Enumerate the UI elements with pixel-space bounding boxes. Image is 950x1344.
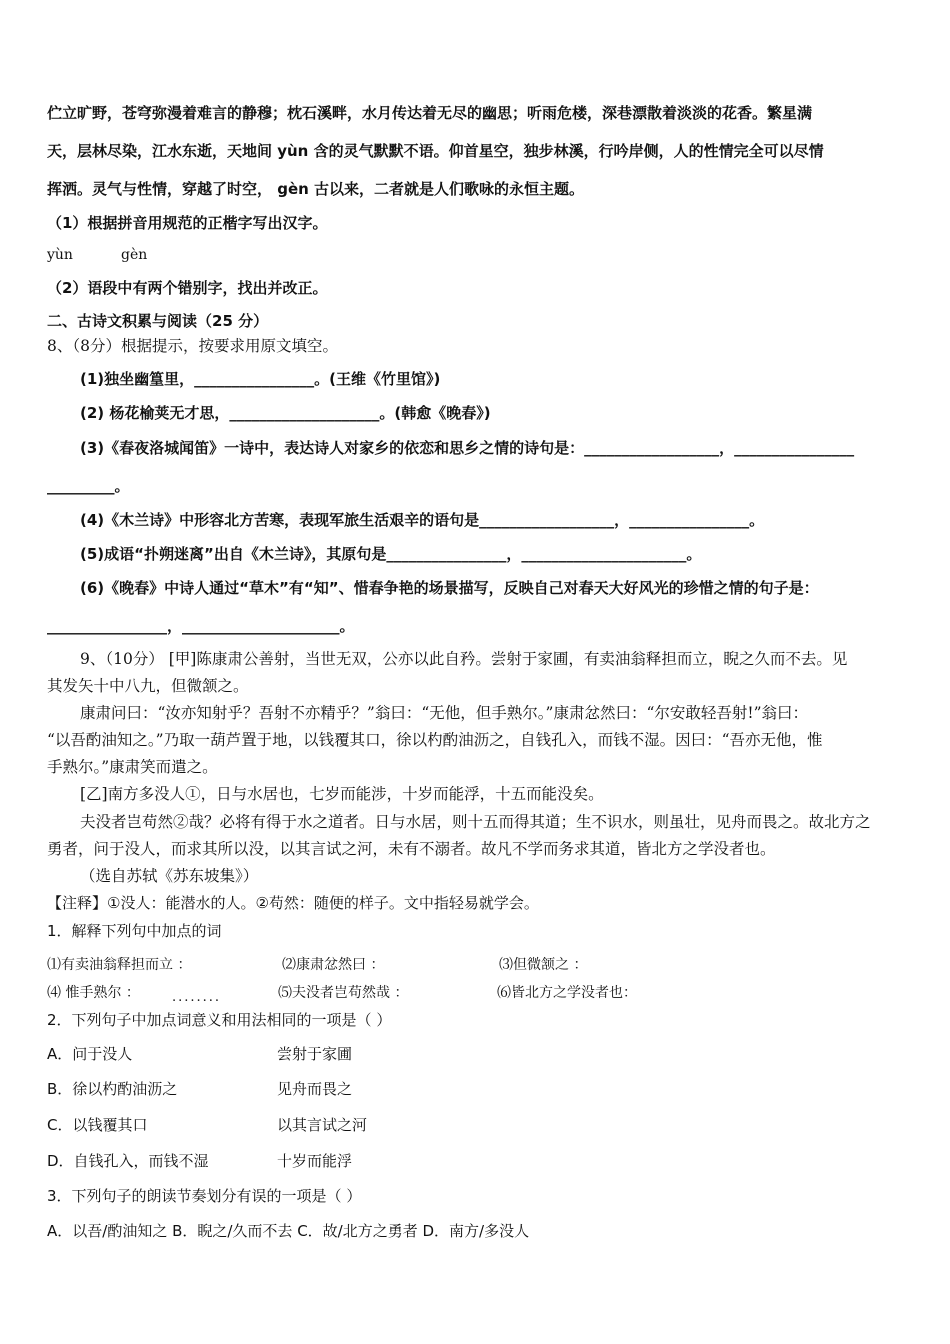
q8-item-4: (4)《木兰诗》中形容北方苦寒，表现军旅生活艰辛的语句是__________________，________________。 [80,511,765,529]
sub2-option-d-right: 十岁而能浮 [277,1152,353,1170]
passage-line-3: 挥洒。灵气与性情，穿越了时空， gèn 古以来，二者就是人们歌咏的永恒主题。 [47,180,585,198]
sub2-option-a-left: A．问于没人 [47,1045,133,1063]
sub2-option-b-right: 见舟而畏之 [277,1080,353,1098]
q9-para-1-cont: 其发矢十中八九，但微颔之。 [47,677,249,695]
q9-para-4: 夫没者岂苟然②哉？必将有得于水之道者。日与水居，则十五而得其道；生不识水，则虽壮，见舟而畏之。故北方之 [80,813,871,831]
sub2-option-b-left: B．徐以杓酌油沥之 [47,1080,178,1098]
q8-item-1: (1)独坐幽篁里，________________。(王维《竹里馆》) [80,370,441,388]
q8-item-2: (2) 杨花榆荚无才思，____________________。(韩愈《晚春》) [80,404,491,422]
passage-line-2: 天，层林尽染，江水东逝，天地间 yùn 含的灵气默默不语。仰首星空，独步林溪，行吟岸侧，人的性情完全可以尽情 [47,142,824,160]
section-2-title: 二、古诗文积累与阅读（25 分） [47,312,269,330]
q8-item-5: (5)成语“扑朔迷离”出自《木兰诗》，其原句是________________，______________________。 [80,545,702,563]
pinyin-gen: gèn [121,247,148,263]
q9-para-1: 9、（10分） [甲]陈康肃公善射，当世无双，公亦以此自矜。尝射于家圃，有卖油翁释担而立，睨之久而不去。见 [80,650,848,668]
q9-note: 【注释】①没人：能潜水的人。②苟然：随便的样子。文中指轻易就学会。 [47,894,539,912]
sub1-item-4: ⑷ 惟手熟尔 ： [47,985,140,1001]
sub2-option-a-right: 尝射于家圃 [277,1045,353,1063]
q8-item-3-cont: _________。 [47,477,130,495]
q9-para-2: 康肃问曰：“汝亦知射乎？吾射不亦精乎？”翁曰：“无他，但手熟尔。”康肃忿然曰：“尔安敢轻吾射!”翁曰： [80,704,809,722]
sub1-item-6: ⑹皆北方之学没者也： [497,985,637,1001]
sub2-stem: 2．下列句子中加点词意义和用法相同的一项是（ ） [47,1011,392,1029]
sub1-item-2: ⑵康肃忿然曰 ： [282,957,385,973]
q9-para-2-cont-b: 手熟尔。”康肃笑而遣之。 [47,758,218,776]
q9-para-2-cont-a: “以吾酌油知之。”乃取一葫芦置于地，以钱覆其口，徐以杓酌油沥之，自钱孔入，而钱不湿。因曰：“吾亦无他，惟 [47,731,823,749]
pinyin-yun: yùn [47,247,73,263]
passage-line-1: 伫立旷野，苍穹弥漫着难言的静穆；枕石溪畔，水月传达着无尽的幽思；听雨危楼，深巷漂散着淡淡的花香。繁星满 [47,104,813,122]
sub2-option-c-right: 以其言试之河 [277,1116,368,1134]
q8-stem: 8、（8分）根据提示，按要求用原文填空。 [47,337,338,355]
q7-sub2: （2）语段中有两个错别字，找出并改正。 [47,279,328,297]
q8-item-6: (6)《晚春》中诗人通过“草木”有“知”、惜春争艳的场景描写，反映自己对春天大好风光的珍惜之情的句子是： [80,579,819,597]
q7-sub1: （1）根据拼音用规范的正楷字写出汉字。 [47,214,328,232]
sub1-item-5: ⑸夫没者岂苟然哉 ： [278,985,409,1001]
sub3-options: A．以吾/酌油知之 B．睨之/久而不去 C．故/北方之勇者 D．南方/多没人 [47,1222,530,1240]
sub2-option-c-left: C．以钱覆其口 [47,1116,148,1134]
q9-para-4-cont: 勇者，问于没人，而求其所以没，以其言试之河，未有不溺者。故凡不学而务求其道，皆北方之学没者也。 [47,840,776,858]
sub1-item-1: ⑴有卖油翁释担而立 ： [47,957,192,973]
sub2-option-d-left: D．自钱孔入，而钱不湿 [47,1152,209,1170]
sub1-item-3: ⑶但微颔之 ： [499,957,588,973]
q9-source: （选自苏轼《苏东坡集》） [80,867,259,885]
q8-item-6-cont: ________________，_____________________。 [47,617,355,635]
q9-para-3: [乙]南方多没人①，日与水居也，七岁而能涉，十岁而能浮，十五而能没矣。 [80,785,604,803]
sub1-stem: 1．解释下列句中加点的词 [47,922,222,940]
emphasis-dots: ........ [172,990,222,1005]
sub3-stem: 3．下列句子的朗读节奏划分有误的一项是（ ） [47,1187,362,1205]
q8-item-3: (3)《春夜洛城闻笛》一诗中，表达诗人对家乡的依恋和思乡之情的诗句是：__________________，________________ [80,439,855,457]
